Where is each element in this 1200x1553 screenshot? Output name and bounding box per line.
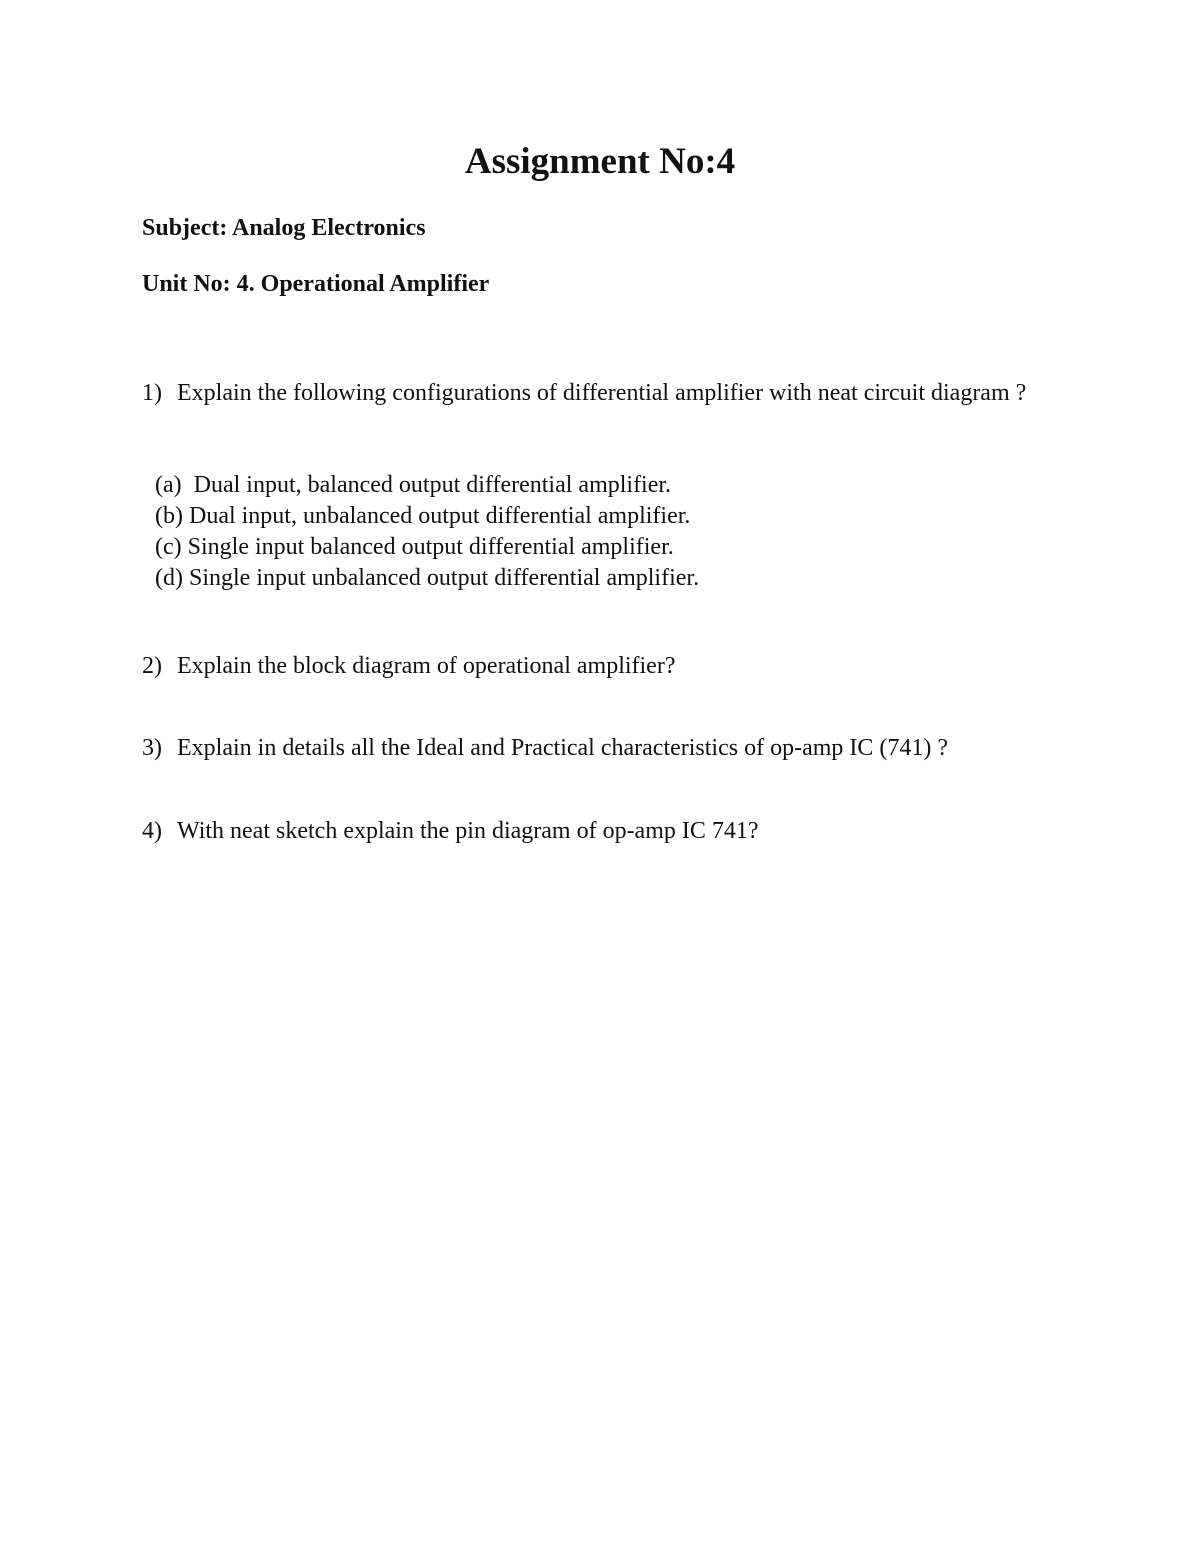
question-3	[142, 730, 1102, 766]
unit-line: Unit No: 4. Operational Amplifier	[142, 271, 490, 297]
page-title: Assignment No:4	[464, 141, 736, 182]
question-number: 2)	[142, 653, 162, 679]
question-4	[142, 813, 1102, 849]
question-text: Explain in details all the Ideal and Practical characteristics of op-amp IC (741) ?	[177, 735, 949, 761]
question-number: 4)	[142, 818, 162, 844]
sub-question-list	[155, 470, 699, 594]
question-number: 1)	[142, 380, 162, 406]
sub-question-c: (c) Single input balanced output differential amplifier.	[155, 534, 674, 560]
question-2	[142, 648, 1102, 684]
sub-question-b: (b) Dual input, unbalanced output differential amplifier.	[155, 503, 691, 529]
question-text: Explain the following configurations of differential amplifier with neat circuit diagram ?	[177, 380, 1027, 406]
sub-question-d: (d) Single input unbalanced output differential amplifier.	[155, 565, 700, 591]
subject-line: Subject: Analog Electronics	[142, 215, 426, 241]
question-1	[142, 375, 1102, 411]
question-text: Explain the block diagram of operational amplifier?	[177, 653, 676, 679]
question-text: With neat sketch explain the pin diagram of op-amp IC 741?	[177, 818, 759, 844]
sub-question-a: (a) Dual input, balanced output differential amplifier.	[155, 472, 672, 498]
question-number: 3)	[142, 735, 162, 761]
